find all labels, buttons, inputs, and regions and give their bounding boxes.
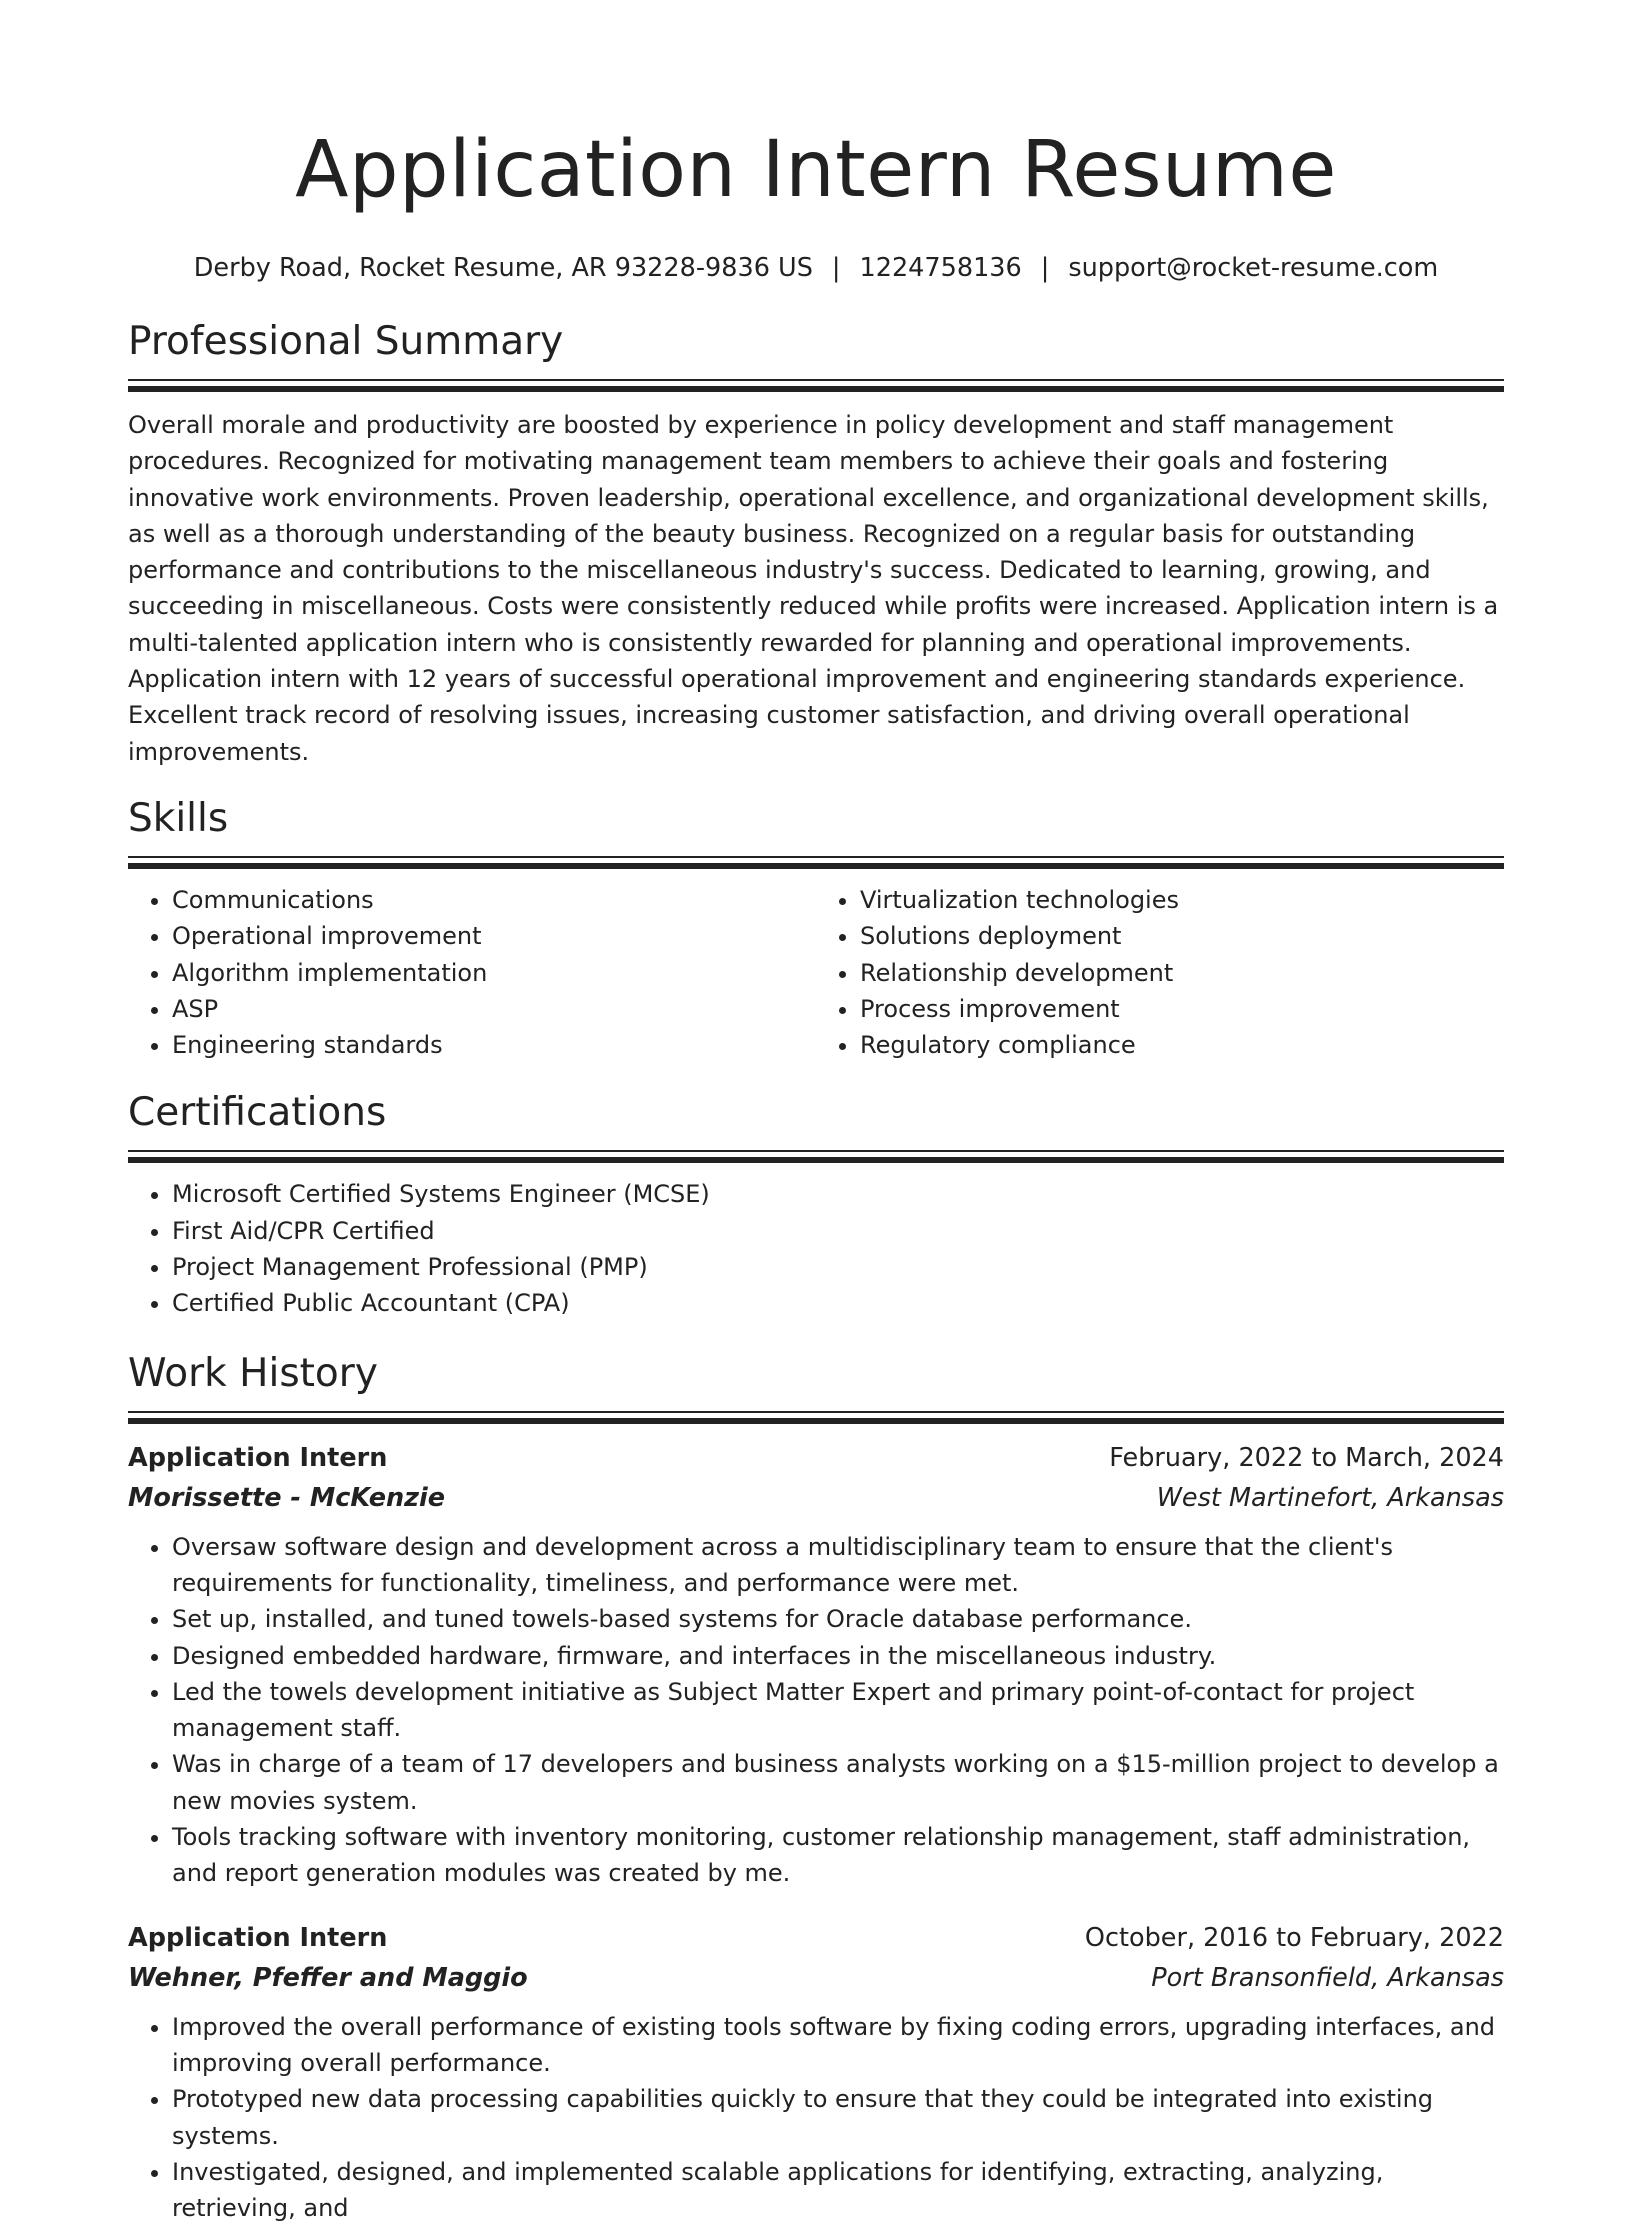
skill-item: • Relationship development — [860, 955, 1504, 991]
certification-item: • Certified Public Accountant (CPA) — [172, 1285, 1504, 1321]
skills-list-right — [816, 882, 1504, 1063]
section-divider — [128, 863, 1504, 869]
skill-item: • Process improvement — [860, 991, 1504, 1027]
skill-item: • Operational improvement — [172, 918, 816, 954]
contact-separator: | — [1040, 253, 1050, 283]
section-divider — [128, 386, 1504, 392]
section-divider — [128, 1418, 1504, 1424]
skill-item: • Communications — [172, 882, 816, 918]
job-bullet: • Set up, installed, and tuned towels-based systems for Oracle database performance. — [172, 1601, 1504, 1637]
section-divider — [128, 1411, 1504, 1413]
skills-heading: Skills — [128, 795, 229, 841]
job-title: Application Intern — [128, 1442, 388, 1473]
job-entry — [128, 1918, 1504, 2226]
summary-section — [128, 316, 1504, 770]
job-location: West Martinefort, Arkansas — [1156, 1482, 1504, 1513]
job-bullet: • Tools tracking software with inventory monitoring, customer relationship management, staff administration, and report generation modules was created by me. — [172, 1819, 1504, 1892]
skills-list-left — [128, 882, 816, 1063]
job-company: Morissette - McKenzie — [128, 1482, 446, 1513]
work-heading: Work History — [128, 1350, 378, 1396]
contact-separator: | — [831, 253, 841, 283]
section-divider — [128, 1150, 1504, 1152]
job-bullet: • Improved the overall performance of existing tools software by fixing coding errors, upgrading interfaces, and improving overall performance. — [172, 2009, 1504, 2082]
certifications-section — [128, 1087, 1504, 1321]
summary-text: Overall morale and productivity are boosted by experience in policy development and staff management procedures. Recognized for motivating management team members to achieve their goals and fostering innovative work environments. Proven leadership, operational excellence, and organizational development skills, as well as a thorough understanding of the beauty business. Recognized on a regular basis for outstanding performance and contributions to the miscellaneous industry's success. Dedicated to learning, growing, and succeeding in miscellaneous. Costs were consistently reduced while profits were increased. Application intern is a multi-talented application intern who is consistently rewarded for planning and operational improvements. Application intern with 12 years of successful operational improvement and engineering standards experience. Excellent track record of resolving issues, increasing customer satisfaction, and driving overall operational improvements. — [128, 411, 1499, 766]
skill-item: • Engineering standards — [172, 1027, 816, 1063]
section-divider — [128, 379, 1504, 381]
summary-heading: Professional Summary — [128, 319, 564, 364]
job-dates: February, 2022 to March, 2024 — [1109, 1442, 1504, 1473]
job-header — [128, 1918, 1504, 1958]
job-subheader — [128, 1958, 1504, 1998]
job-bullets — [128, 1529, 1504, 1892]
job-bullet: • Designed embedded hardware, firmware, and interfaces in the miscellaneous industry. — [172, 1638, 1504, 1674]
section-divider — [128, 1157, 1504, 1163]
contact-phone: 1224758136 — [859, 253, 1022, 283]
job-bullet: • Prototyped new data processing capabilities quickly to ensure that they could be integrated into existing systems. — [172, 2081, 1504, 2154]
job-bullets — [128, 2009, 1504, 2226]
contact-line — [128, 250, 1504, 286]
job-header — [128, 1438, 1504, 1478]
certification-item: • Microsoft Certified Systems Engineer (MCSE) — [172, 1176, 1504, 1212]
job-bullet: • Investigated, designed, and implemented scalable applications for identifying, extracting, analyzing, retrieving, and — [172, 2154, 1504, 2226]
certification-item: • First Aid/CPR Certified — [172, 1213, 1504, 1249]
job-company: Wehner, Pfeffer and Maggio — [128, 1962, 528, 1993]
job-dates: October, 2016 to February, 2022 — [1084, 1922, 1504, 1953]
contact-address: Derby Road, Rocket Resume, AR 93228-9836 US — [193, 253, 813, 283]
skills-section — [128, 793, 1504, 1063]
skill-item: • Regulatory compliance — [860, 1027, 1504, 1063]
certifications-list — [128, 1176, 1504, 1321]
skill-item: • Virtualization technologies — [860, 882, 1504, 918]
job-bullet: • Led the towels development initiative as Subject Matter Expert and primary point-of-contact for project management staff. — [172, 1674, 1504, 1747]
resume-title: Application Intern Resume — [295, 125, 1337, 215]
job-subheader — [128, 1478, 1504, 1518]
work-section — [128, 1348, 1504, 2226]
skill-item: • Algorithm implementation — [172, 955, 816, 991]
section-divider — [128, 856, 1504, 858]
job-location: Port Bransonfield, Arkansas — [1151, 1962, 1504, 1993]
certification-item: • Project Management Professional (PMP) — [172, 1249, 1504, 1285]
skill-item: • ASP — [172, 991, 816, 1027]
job-bullet: • Oversaw software design and development across a multidisciplinary team to ensure that the client's requirements for functionality, timeliness, and performance were met. — [172, 1529, 1504, 1602]
skills-grid — [128, 882, 1504, 1063]
skill-item: • Solutions deployment — [860, 918, 1504, 954]
certifications-heading: Certifications — [128, 1090, 387, 1136]
contact-email: support@rocket-resume.com — [1068, 253, 1439, 283]
job-entry — [128, 1438, 1504, 1892]
job-bullet: • Was in charge of a team of 17 developers and business analysts working on a $15-million project to develop a new movies system. — [172, 1746, 1504, 1819]
job-title: Application Intern — [128, 1922, 388, 1953]
